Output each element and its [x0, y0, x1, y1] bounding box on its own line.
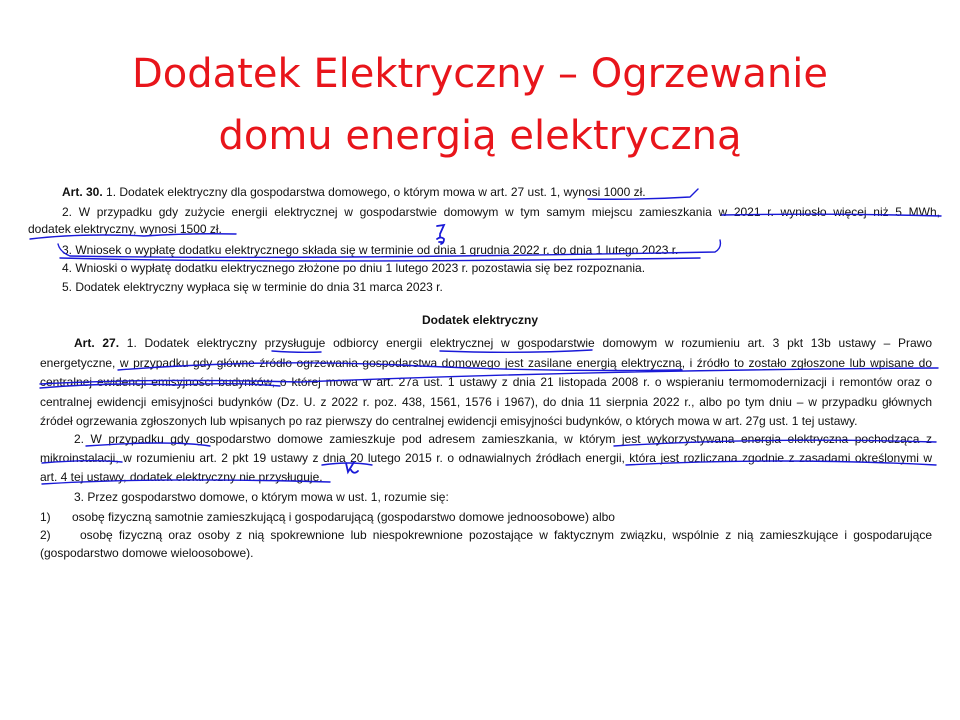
art27-para-1-line-2: energetyczne, w przypadku gdy główne źródło ogrzewania gospodarstwa domowego jest zasilane energią elektryczną, i źródło to zostało zgłoszone lub wpisane do [40, 356, 932, 370]
art30-para-3: 3. Wniosek o wypłatę dodatku elektrycznego składa się w terminie od dnia 1 grudnia 2022 r. do dnia 1 lutego 2023 r. [62, 243, 679, 257]
art27-para-3: 3. Przez gospodarstwo domowe, o którym mowa w ust. 1, rozumie się: [74, 490, 449, 504]
slide-title-line-1: Dodatek Elektryczny – Ogrzewanie [132, 51, 828, 97]
list-item-2-number: 2) [40, 528, 51, 542]
art27-para-1-line-5: źródeł ogrzewania zgłoszonych lub wpisanych po raz pierwszy do centralnej ewidencji emisyjności budynków, o których mowa w art. 27g ust. 1 tej ustawy. [40, 414, 858, 428]
art30-para-2-cont: dodatek elektryczny, wynosi 1500 zł. [28, 222, 222, 236]
slide-title-line-2: domu energią elektryczną [218, 113, 742, 159]
art30-para-2: 2. W przypadku gdy zużycie energii elektrycznej w gospodarstwie domowym w tym samym miejscu zamieszkania w 2021 r. wyniosło więcej niż 5 MWh, [62, 205, 940, 219]
section-heading: Dodatek elektryczny [421, 313, 539, 327]
art30-para-5: 5. Dodatek elektryczny wypłaca się w terminie do dnia 31 marca 2023 r. [62, 280, 443, 294]
art30-label: Art. 30. [62, 185, 103, 199]
list-item-2-text-cont: (gospodarstwo domowe wieloosobowe). [40, 546, 254, 560]
underline-przysluguje [272, 351, 321, 352]
art27-para-1-line-3: centralnej ewidencji emisyjności budynków, o której mowa w art. 27a ust. 1 ustawy z dnia 21 listopada 2008 r. o wspieraniu termomodernizacji i remontów oraz o [40, 375, 932, 389]
art27-para-1 [74, 335, 932, 351]
art27-label: Art. 27. [74, 336, 120, 350]
list-item-1-text: osobę fizyczną samotnie zamieszkującą i gospodarującą (gospodarstwo domowe jednoosobowe) albo [72, 510, 615, 524]
art27-para-1-text: 1. Dodatek elektryczny przysługuje odbiorcy energii elektrycznej w gospodarstwie domowym w rozumieniu art. 3 pkt 13b ustawy – Prawo [119, 336, 932, 350]
art30-para-1-text: 1. Dodatek elektryczny dla gospodarstwa domowego, o którym mowa w art. 27 ust. 1, wynosi 1000 zł. [102, 185, 646, 199]
list-item-2-text: osobę fizyczną oraz osoby z nią spokrewnione lub niespokrewnione pozostające w faktycznym związku, wspólnie z nią zamieszkujące i gospodarujące [80, 528, 932, 542]
art27-para-2-line-3: art. 4 tej ustawy, dodatek elektryczny nie przysługuje. [40, 470, 323, 484]
art30-para-1 [62, 184, 646, 200]
art27-para-2-line-2: mikroinstalacji, w rozumieniu art. 2 pkt 19 ustawy z dnia 20 lutego 2015 r. o odnawialnych źródłach energii, która jest rozliczana zgodnie z zasadami określonymi w [40, 451, 932, 465]
list-item-1-number: 1) [40, 510, 51, 524]
art27-para-2: 2. W przypadku gdy gospodarstwo domowe zamieszkuje pod adresem zamieszkania, w którym jest wykorzystywana energia elektryczna pochodząca z [74, 432, 932, 446]
art30-para-4: 4. Wnioski o wypłatę dodatku elektrycznego złożone po dniu 1 lutego 2023 r. pozostawia się bez rozpoznania. [62, 261, 646, 275]
handwritten-mark-1 [437, 225, 444, 237]
art27-para-1-line-4: centralnej ewidencji emisyjności budynków (Dz. U. z 2022 r. poz. 438, 1561, 1576 i 1967), do dnia 11 sierpnia 2022 r., albo po tym dniu – w przypadku głównych [40, 395, 932, 409]
